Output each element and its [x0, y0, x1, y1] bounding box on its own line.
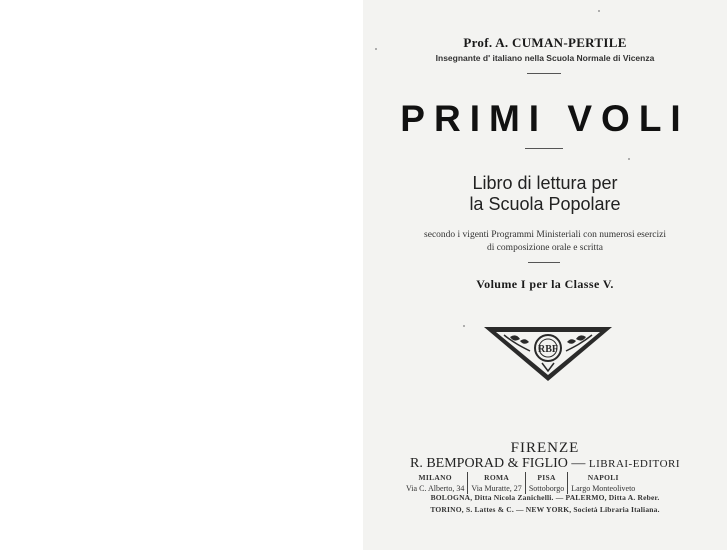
publisher-line: [363, 456, 727, 472]
branch-city: PISA: [537, 473, 556, 482]
subtitle-line-1: Libro di lettura per: [472, 173, 618, 193]
branch-address: Via Muratte, 27: [471, 484, 522, 493]
volume-label: Volume I per la Classe V.: [476, 277, 614, 291]
paper-speck: [598, 10, 600, 12]
subtitle-line-2: la Scuola Popolare: [469, 194, 621, 214]
author-name: Prof. A. CUMAN-PERTILE: [463, 35, 627, 50]
divider: [527, 73, 561, 74]
description-line-1: secondo i vigenti Programmi Ministeriali con numerosi esercizi: [424, 230, 666, 240]
publisher-emblem-icon: [482, 321, 614, 383]
branch-city: ROMA: [484, 473, 510, 482]
branch-address: Via C. Alberto, 34: [406, 484, 465, 493]
author-affiliation: Insegnante d' italiano nella Scuola Normale di Vicenza: [435, 53, 655, 63]
branch-address: Sottoborgo: [528, 484, 565, 493]
title-page: [363, 0, 727, 550]
divider: [525, 148, 563, 149]
divider: [528, 262, 560, 263]
publisher-role: LIBRAI-EDITORI: [588, 458, 681, 470]
paper-speck: [463, 325, 465, 327]
description-line-2: di composizione orale e scritta: [486, 243, 604, 253]
branch-list: [403, 472, 723, 494]
publisher-name: R. BEMPORAD & FIGLIO —: [409, 456, 586, 471]
branch-item: [403, 472, 467, 494]
branch-item: [567, 472, 638, 494]
blank-left-page: [0, 0, 363, 550]
branch-item: [467, 472, 524, 494]
branch-city: MILANO: [418, 473, 452, 482]
other-branches-line-2: TORINO, S. Lattes & C. — NEW YORK, Società Libraria Italiana.: [430, 505, 660, 514]
paper-speck: [628, 158, 630, 160]
branch-address: Largo Monteoliveto: [571, 484, 636, 493]
branch-city: NAPOLI: [587, 473, 619, 482]
book-title: PRIMI VOLI: [400, 98, 690, 139]
other-branches-line-1: BOLOGNA, Ditta Nicola Zanichelli. — PALERMO, Ditta A. Reber.: [430, 493, 660, 502]
branch-item: [525, 472, 567, 494]
emblem-monogram: RBF: [538, 344, 558, 355]
publisher-city: FIRENZE: [510, 440, 580, 456]
